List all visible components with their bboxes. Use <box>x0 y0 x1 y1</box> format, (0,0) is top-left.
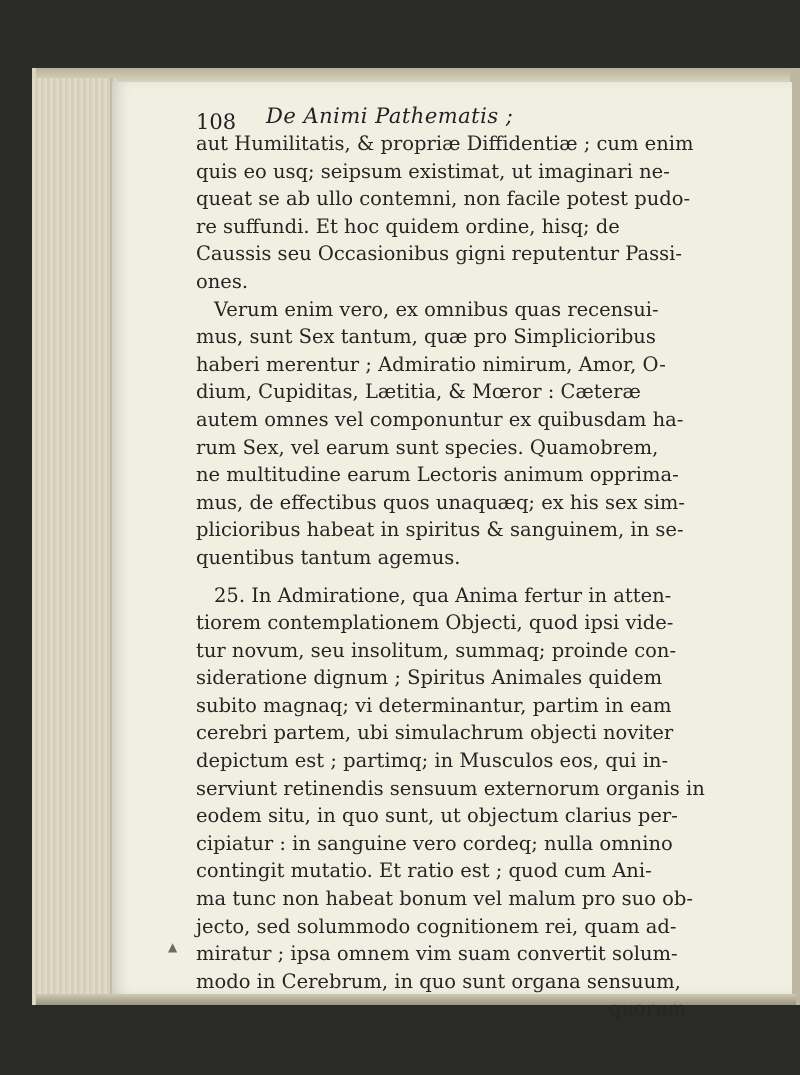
ink-mark-icon: ▲ <box>168 940 178 954</box>
text-line: queat se ab ullo contemni, non facile potest pudo- <box>196 187 691 211</box>
text-line: eodem situ, in quo sunt, ut objectum clarius per- <box>196 804 678 828</box>
text-line: modo in Cerebrum, in quo sunt organa sensuum, <box>196 969 681 993</box>
paragraph-gap <box>196 572 696 582</box>
page-number: 108 <box>196 110 237 134</box>
text-line: mus, sunt Sex tantum, quæ pro Simplicioribus <box>196 325 656 349</box>
text-line: tur novum, seu insolitum, summaq; proinde con- <box>196 638 677 662</box>
catchword: quorum <box>608 997 686 1021</box>
text-line: plicioribus habeat in spiritus & sanguinem, in se- <box>196 518 684 542</box>
text-line: mus, de effectibus quos unaquæq; ex his sex sim- <box>196 490 686 514</box>
book-top-edge <box>36 68 796 82</box>
text-line: cerebri partem, ubi simulachrum objecti noviter <box>196 721 674 745</box>
text-line: Caussis seu Occasionibus gigni reputentur Passi- <box>196 242 683 266</box>
text-line: re suffundi. Et hoc quidem ordine, hisq; de <box>196 214 620 238</box>
text-line: rum Sex, vel earum sunt species. Quamobrem, <box>196 435 659 459</box>
text-line: ma tunc non habeat bonum vel malum pro suo ob- <box>196 887 693 911</box>
text-line: jecto, sed solummodo cognitionem rei, quam ad- <box>196 914 677 938</box>
text-line: miratur ; ipsa omnem vim suam convertit solum- <box>196 942 678 966</box>
text-line: ones. <box>196 269 249 293</box>
page-edges <box>32 78 112 1008</box>
text-line: aut Humilitatis, & propriæ Diffidentiæ ; cum enim <box>196 132 694 155</box>
text-line: quis eo usq; seipsum existimat, ut imaginari ne- <box>196 159 670 183</box>
text-line: 25. In Admiratione, qua Anima fertur in atten- <box>214 583 672 607</box>
text-line: depictum est ; partimq; in Musculos eos, qui in- <box>196 749 669 773</box>
text-line: ne multitudine earum Lectoris animum opprima- <box>196 463 679 487</box>
text-line: autem omnes vel componuntur ex quibusdam ha- <box>196 407 684 431</box>
text-line: serviunt retinendis sensuum externorum organis in <box>196 776 705 800</box>
text-line: sideratione dignum ; Spiritus Animales quidem <box>196 666 663 690</box>
text-line: dium, Cupiditas, Lætitia, & Mœror : Cæteræ <box>196 380 641 404</box>
text-line: subito magnaq; vi determinantur, partim in eam <box>196 693 672 717</box>
text-line: quentibus tantum agemus. <box>196 545 461 569</box>
running-title: De Animi Pathematis ; <box>266 104 514 128</box>
text-line: haberi merentur ; Admiratio nimirum, Amor, O- <box>196 352 666 376</box>
text-line: Verum enim vero, ex omnibus quas recensui- <box>214 297 659 321</box>
text-line: tiorem contemplationem Objecti, quod ipsi vide- <box>196 611 674 635</box>
body-text <box>196 130 705 1023</box>
text-line: cipiatur : in sanguine vero cordeq; nulla omnino <box>196 831 673 855</box>
text-line: contingit mutatio. Et ratio est ; quod cum Ani- <box>196 859 652 883</box>
